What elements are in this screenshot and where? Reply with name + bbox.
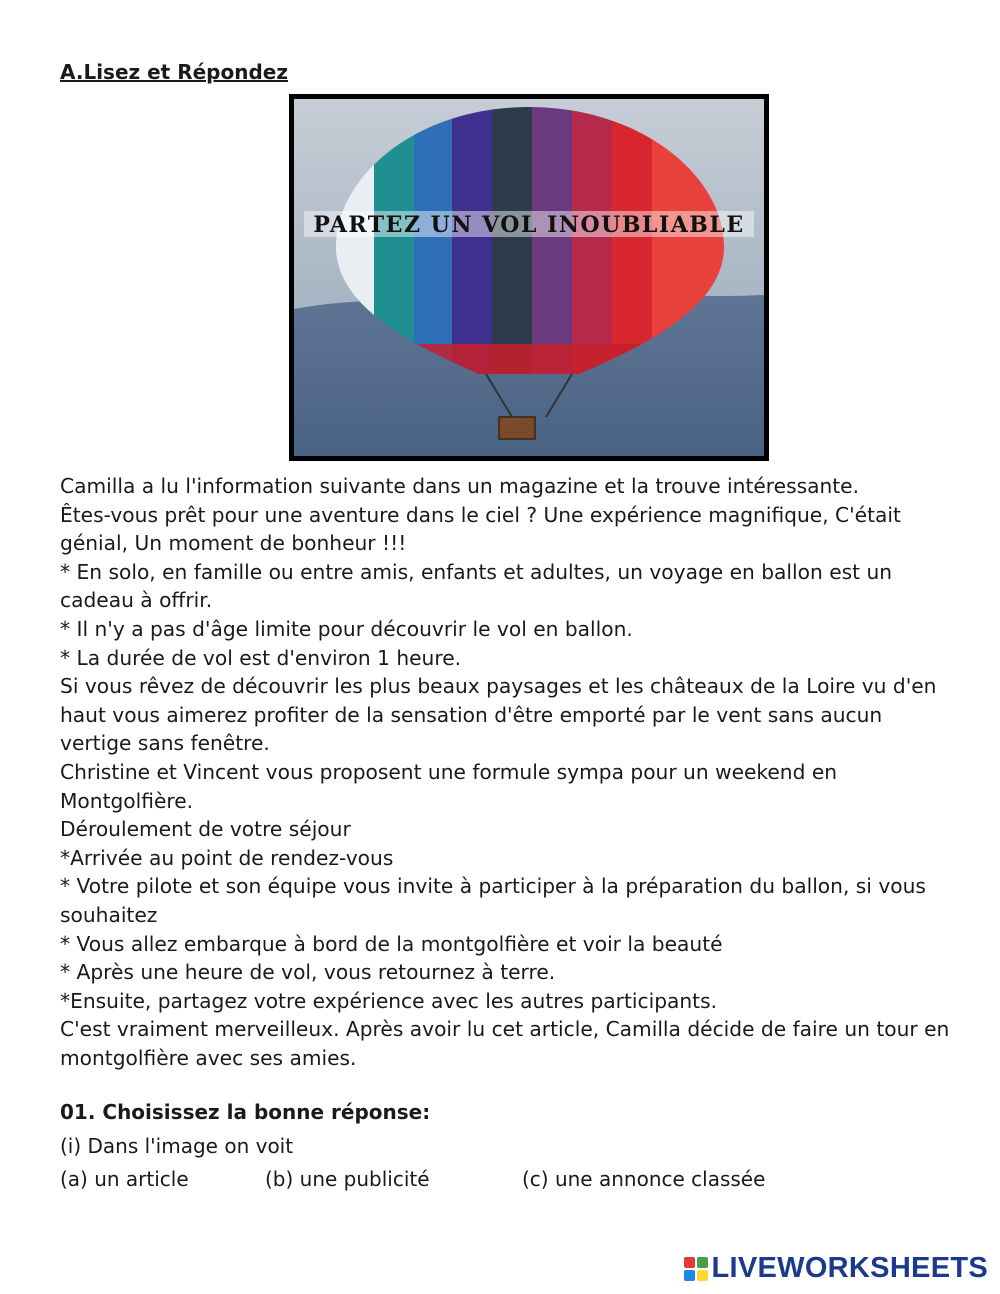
passage-line: * Après une heure de vol, vous retournez à terre. [60, 960, 556, 985]
hot-air-balloon-image [294, 99, 764, 456]
option-b[interactable]: (b) une publicité [265, 1167, 430, 1191]
page-title: A.Lisez et Répondez [60, 60, 288, 84]
passage-line: * Il n'y a pas d'âge limite pour découvrir le vol en ballon. [60, 616, 633, 641]
passage-line: * Votre pilote et son équipe vous invite à participer à la préparation du ballon, si vous souhaitez [60, 874, 926, 927]
passage-line: *Arrivée au point de rendez-vous [60, 845, 394, 870]
passage-line: Déroulement de votre séjour [60, 817, 351, 842]
passage-line: * Vous allez embarque à bord de la montgolfière et voir la beauté [60, 931, 723, 956]
option-a[interactable]: (a) un article [60, 1167, 189, 1191]
passage-line: Camilla a lu l'information suivante dans un magazine et la trouve intéressante. [60, 474, 860, 498]
question-prompt: (i) Dans l'image on voit [60, 1134, 294, 1158]
logo-icon [684, 1257, 708, 1281]
passage-line: C'est vraiment merveilleux. Après avoir lu cet article, Camilla décide de faire un tour en montgolfière avec ses amies. [60, 1017, 950, 1070]
passage-line: Êtes-vous prêt pour une aventure dans le ciel ? Une expérience magnifique, C'était génial, Un moment de bonheur !!! [60, 502, 901, 556]
question-heading: 01. Choisissez la bonne réponse: [60, 1100, 431, 1124]
passage-line: * En solo, en famille ou entre amis, enfants et adultes, un voyage en ballon est un cadeau à offrir. [60, 559, 893, 613]
balloon-basket [499, 417, 535, 439]
balloon-caption: PARTEZ UN VOL INOUBLIABLE [313, 212, 745, 238]
passage-line: * La durée de vol est d'environ 1 heure. [60, 645, 462, 670]
logo-text: LIVEWORKSHEETS [711, 1252, 988, 1284]
passage-line: Christine et Vincent vous proposent une formule sympa pour un weekend en Montgolfière. [60, 759, 838, 813]
passage-line: *Ensuite, partagez votre expérience avec les autres participants. [60, 988, 718, 1013]
passage-line: Si vous rêvez de découvrir les plus beaux paysages et les châteaux de la Loire vu d'en haut vous aimerez profiter de la sensation d'être emporté par le vent sans aucun vertige sans fenêtre. [60, 674, 937, 756]
liveworksheets-logo [684, 1252, 989, 1285]
reading-passage [60, 472, 960, 1072]
balloon-figure [289, 94, 769, 461]
option-c[interactable]: (c) une annonce classée [522, 1167, 766, 1191]
